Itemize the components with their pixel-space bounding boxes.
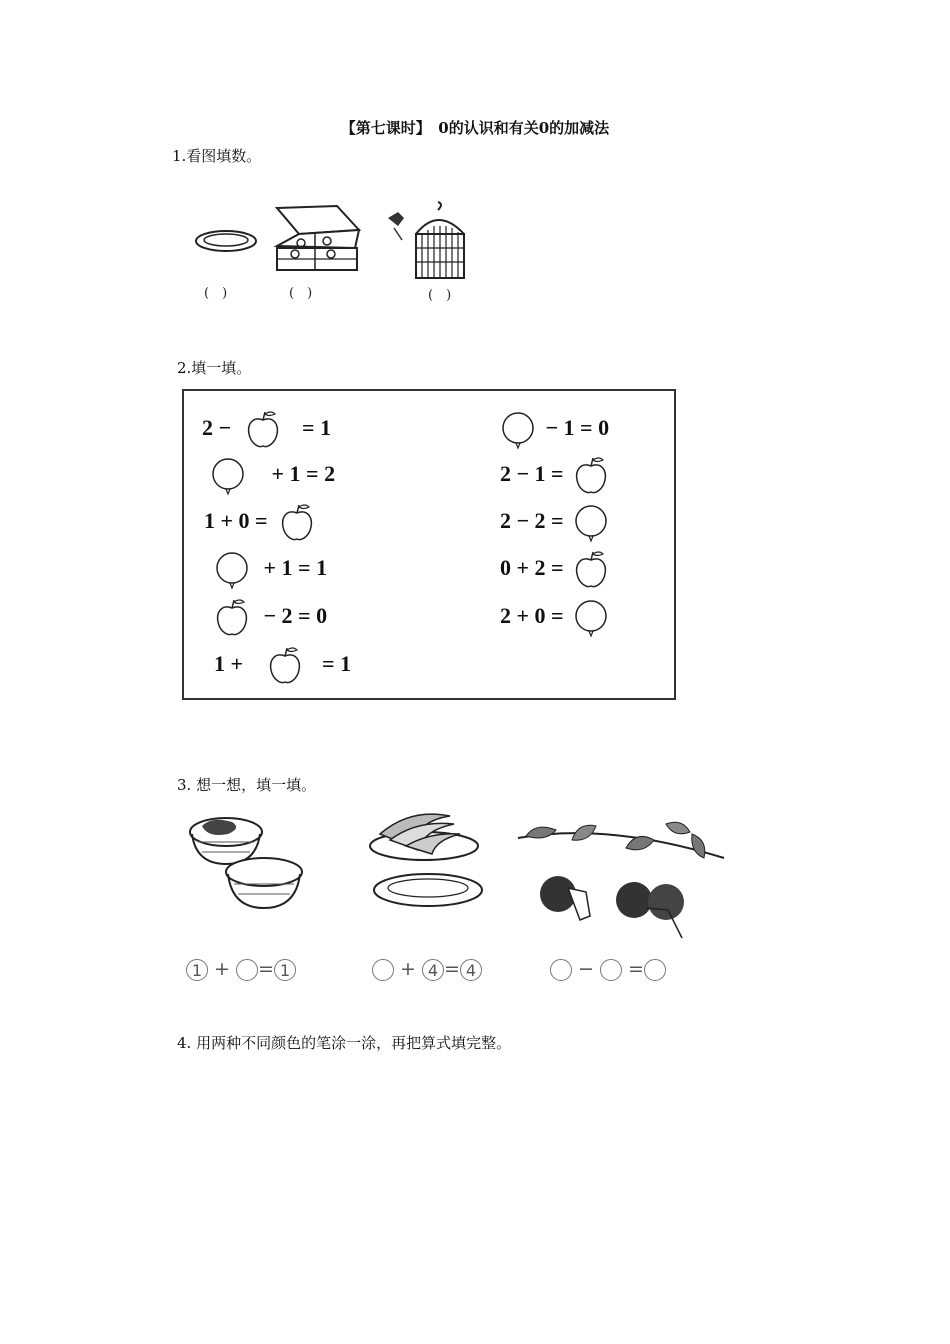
q2-left-eq-4 [212, 550, 327, 590]
eq-text-pre: 1 + [214, 651, 244, 677]
q3-eq3-c[interactable] [644, 959, 666, 981]
q2-heading: 2.填一填。 [177, 359, 252, 377]
q2-right-eq-1 [498, 410, 609, 450]
q3-eq-3: − = [550, 958, 666, 981]
circle-blank-icon[interactable] [212, 550, 252, 590]
q3-eq3-b[interactable] [600, 959, 622, 981]
q3-eq2-c[interactable]: 4 [460, 959, 482, 981]
q2-right-eq-2 [500, 456, 611, 496]
q2-left-eq-2 [208, 456, 335, 496]
apple-blank-icon[interactable] [571, 456, 611, 496]
q3-eq2-a[interactable] [372, 959, 394, 981]
q3-eq1-c[interactable]: 1 [274, 959, 296, 981]
eq-text-pre: 2 + 0 = [500, 603, 564, 629]
eq-text-pre: 2 − [202, 415, 232, 441]
eq-text-post: = 1 [302, 415, 332, 441]
bananas-on-plate-icon [366, 806, 484, 916]
eq-text-post: + 1 = 1 [263, 555, 328, 581]
q1-blank-cage[interactable]: ( ) [428, 288, 452, 303]
q3-eq3-op: − [578, 958, 594, 980]
eq-text-post: = 1 [322, 651, 352, 677]
q2-left-eq-3 [204, 503, 317, 543]
eq-text-post: + 1 = 2 [271, 461, 336, 487]
eq-text-post: − 2 = 0 [263, 603, 328, 629]
q2-left-eq-6 [214, 646, 351, 686]
circle-blank-icon[interactable] [208, 456, 248, 496]
apple-blank-icon[interactable] [212, 598, 252, 638]
q1-blank-box[interactable]: ( ) [289, 286, 313, 301]
q2-left-eq-5 [212, 598, 327, 638]
bird-cage-icon [382, 198, 474, 282]
q3-heading: 3. 想一想，填一填。 [177, 776, 317, 794]
circle-blank-icon[interactable] [571, 503, 611, 543]
eq-text-pre: 1 + 0 = [204, 508, 268, 534]
q3-eq-1: 1 + = 1 [186, 958, 296, 981]
circle-blank-icon[interactable] [571, 598, 611, 638]
apples-on-branch-icon [516, 818, 728, 942]
apple-blank-icon[interactable] [277, 503, 317, 543]
eq-text-pre: 0 + 2 = [500, 555, 564, 581]
apple-blank-icon[interactable] [243, 410, 283, 450]
q3-eq1-op: + [214, 958, 230, 980]
apple-blank-icon[interactable] [571, 550, 611, 590]
page-title: 【第七课时】 0的认识和有关0的加减法 [340, 119, 610, 137]
q2-left-eq-1 [202, 410, 331, 450]
eq-text-pre: 2 − 1 = [500, 461, 564, 487]
q3-eq1-b[interactable] [236, 959, 258, 981]
q3-eq1-a[interactable]: 1 [186, 959, 208, 981]
eq-text-pre: 2 − 2 = [500, 508, 564, 534]
q3-eq2-b[interactable]: 4 [422, 959, 444, 981]
apple-blank-icon[interactable] [265, 646, 305, 686]
q3-eq-2: + 4 = 4 [372, 958, 482, 981]
q2-right-eq-4 [500, 550, 611, 590]
empty-plate-icon [194, 228, 258, 254]
q4-heading: 4. 用两种不同颜色的笔涂一涂，再把算式填完整。 [177, 1034, 512, 1052]
q2-right-eq-5 [500, 598, 611, 638]
box-with-apples-icon [275, 204, 361, 272]
eq-text-post: − 1 = 0 [545, 415, 610, 441]
circle-blank-icon[interactable] [498, 410, 538, 450]
q1-heading: 1.看图填数。 [172, 147, 262, 165]
q3-eq3-a[interactable] [550, 959, 572, 981]
baskets-icon [188, 812, 306, 918]
q3-eq2-op: + [400, 958, 416, 980]
q2-right-eq-3 [500, 503, 611, 543]
q1-blank-plate[interactable]: ( ) [204, 286, 228, 301]
